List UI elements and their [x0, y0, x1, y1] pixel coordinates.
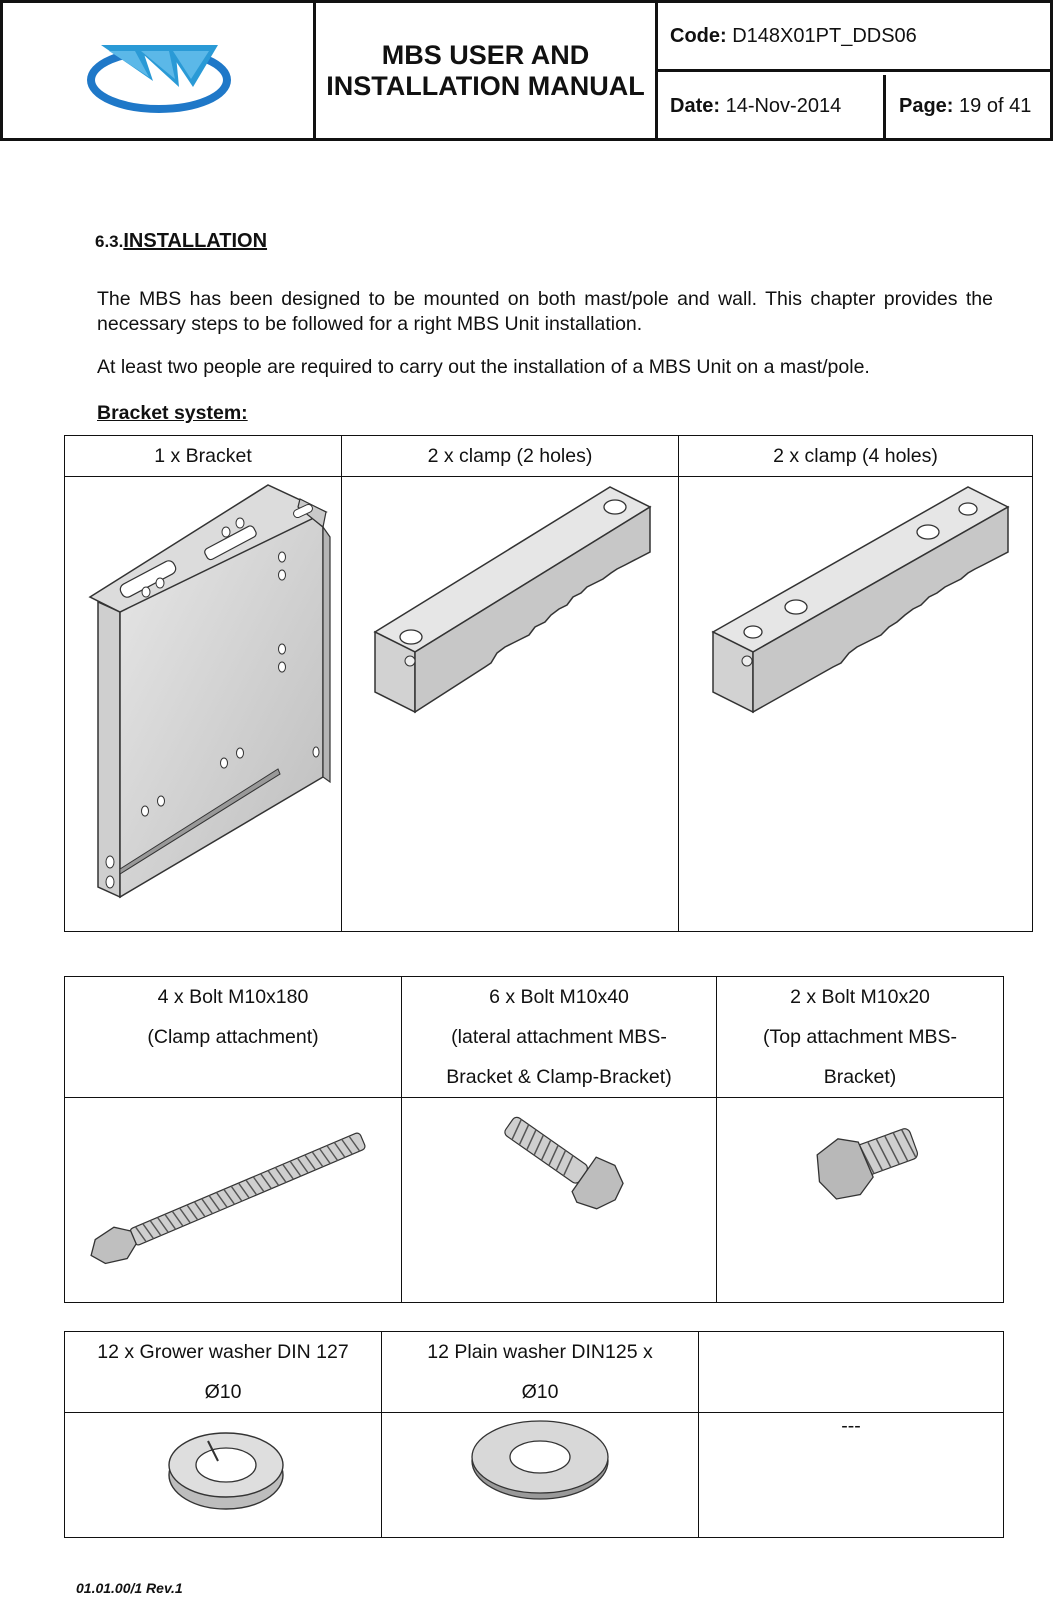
section-number: 6.3. — [95, 232, 124, 251]
header-line: (Top attachment MBS- — [763, 1026, 957, 1048]
table-header-row — [65, 1332, 1004, 1413]
header-line: Bracket & Clamp-Bracket) — [446, 1066, 672, 1088]
company-logo-icon — [3, 3, 313, 138]
footer-revision: 01.01.00/1 Rev.1 — [76, 1580, 183, 1596]
bolt-m10x20-header — [717, 977, 1004, 1098]
clamp2-header: 2 x clamp (2 holes) — [342, 436, 679, 477]
header-line: Ø10 — [204, 1381, 242, 1403]
header-line: 12 x Grower washer DIN 127 — [97, 1341, 349, 1363]
plain-washer-header — [382, 1332, 699, 1413]
bolt-m10x40-image-cell — [402, 1098, 717, 1303]
header-line: 2 x Bolt M10x20 — [790, 986, 930, 1008]
table-image-row — [65, 477, 1033, 932]
empty-cell: --- — [699, 1413, 1004, 1538]
table-image-row — [65, 1098, 1004, 1303]
document-page — [889, 75, 1050, 138]
section-heading — [95, 230, 267, 253]
table-header-row — [65, 977, 1004, 1098]
bolts-table — [64, 976, 1004, 1303]
bracket-icon — [68, 477, 338, 917]
clamp4-header: 2 x clamp (4 holes) — [679, 436, 1033, 477]
empty-header — [699, 1332, 1004, 1413]
document-header — [0, 0, 1053, 141]
clamp-4-holes-icon — [683, 477, 1028, 717]
document-title: MBS USER AND INSTALLATION MANUAL — [316, 3, 658, 138]
document-date — [658, 75, 886, 138]
header-line: (Clamp attachment) — [147, 1026, 319, 1048]
medium-bolt-icon — [404, 1098, 714, 1288]
washers-table — [64, 1331, 1004, 1538]
clamp-2-holes-icon — [345, 477, 675, 717]
code-label: Code: — [670, 24, 727, 47]
bracket-image-cell — [65, 477, 342, 932]
people-paragraph: At least two people are required to carry out the installation of a MBS Unit on a mast/pole. — [97, 356, 870, 378]
header-line: Bracket) — [823, 1066, 897, 1088]
long-bolt-icon — [68, 1098, 398, 1288]
bracket-parts-table — [64, 435, 1033, 932]
bolt-m10x180-image-cell — [65, 1098, 402, 1303]
intro-paragraph: The MBS has been designed to be mounted on both mast/pole and wall. This chapter provides the necessary steps to be followed for a right MBS Unit installation. — [97, 288, 993, 335]
bracket-system-heading: Bracket system: — [97, 402, 248, 424]
page-value: 19 of 41 — [959, 95, 1032, 117]
header-line: Ø10 — [521, 1381, 559, 1403]
clamp2-image-cell — [342, 477, 679, 932]
grower-washer-header — [65, 1332, 382, 1413]
header-line: 12 Plain washer DIN125 x — [427, 1341, 653, 1363]
header-line: (lateral attachment MBS- — [451, 1026, 667, 1048]
date-value: 14-Nov-2014 — [725, 95, 842, 117]
date-label: Date: — [670, 95, 721, 117]
bolt-m10x180-header — [65, 977, 402, 1098]
header-line: 4 x Bolt M10x180 — [157, 986, 309, 1008]
header-line: 6 x Bolt M10x40 — [489, 986, 629, 1008]
clamp4-image-cell — [679, 477, 1033, 932]
table-image-row — [65, 1413, 1004, 1538]
code-value: D148X01PT_DDS06 — [732, 24, 917, 47]
plain-washer-image-cell — [382, 1413, 699, 1538]
short-bolt-icon — [718, 1098, 1003, 1288]
table-header-row — [65, 436, 1033, 477]
plain-washer-icon — [385, 1413, 695, 1523]
document-code — [658, 3, 1050, 72]
grower-washer-image-cell — [65, 1413, 382, 1538]
page-label: Page: — [899, 95, 954, 117]
bracket-header: 1 x Bracket — [65, 436, 342, 477]
bolt-m10x20-image-cell — [717, 1098, 1004, 1303]
logo-cell — [3, 3, 316, 138]
section-title: INSTALLATION — [123, 230, 268, 252]
bolt-m10x40-header — [402, 977, 717, 1098]
grower-washer-icon — [68, 1413, 378, 1523]
